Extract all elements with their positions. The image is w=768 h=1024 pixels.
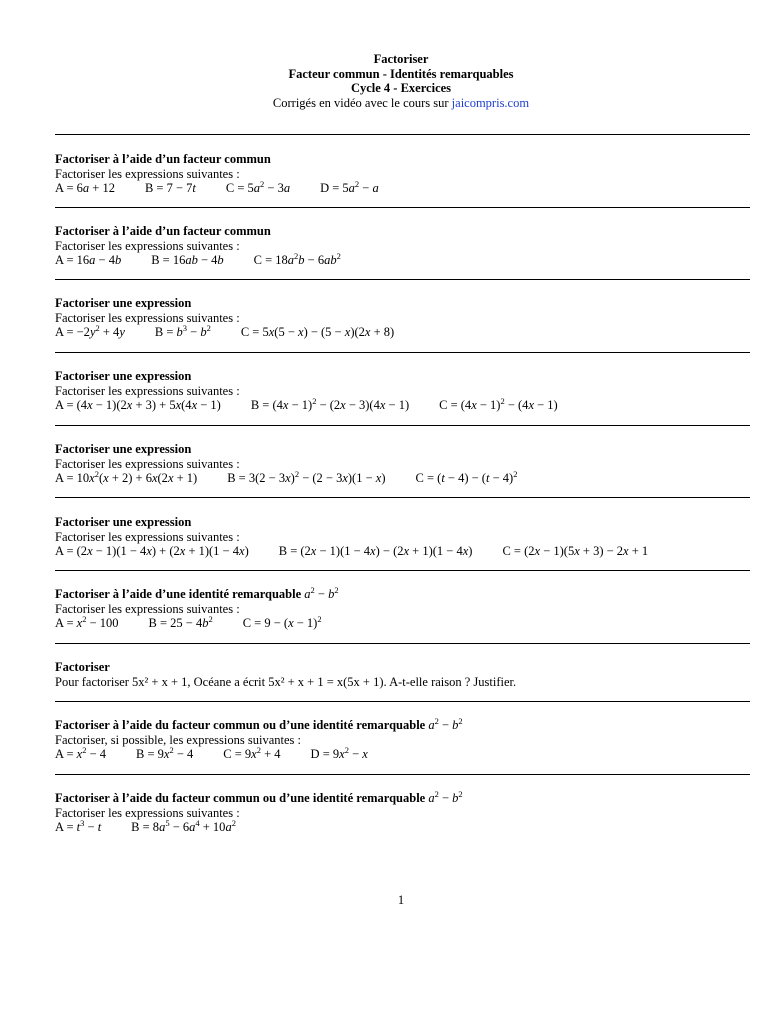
exercise-instruction: Factoriser les expressions suivantes : xyxy=(55,530,240,544)
exercise-expressions: $A = x^2 - 4$ $B = 9x^2 - 4$ $C = 9x^2 + 4$ $D = 9x^2 - x$ xyxy=(55,745,368,761)
exercise-title: Factoriser une expression xyxy=(55,369,192,383)
document-header xyxy=(0,52,768,111)
exercise-instruction: Factoriser les expressions suivantes : xyxy=(55,167,240,181)
note-text: Corrigés en vidéo avec le cours sur xyxy=(272,95,452,110)
exercise-instruction: Factoriser les expressions suivantes : xyxy=(55,311,240,325)
exercise-9 xyxy=(55,718,755,762)
exercise-expressions: $A = t^3 - t$ $B = 8a^5 - 6a^4 + 10a^2$ xyxy=(55,818,236,834)
page-number: 1 xyxy=(397,893,405,907)
exercise-instruction: Factoriser les expressions suivantes : xyxy=(55,602,240,616)
exercise-expressions: $A = -2y^2 + 4y$ $B = b^3 - b^2$ C = 5x(5 − x) − (5 − x)(2x + 8) xyxy=(55,323,395,339)
exercise-instruction: Factoriser les expressions suivantes : xyxy=(55,806,240,820)
document-subtitle: Facteur commun - Identités remarquables xyxy=(288,66,514,81)
exercise-title: Factoriser une expression xyxy=(55,296,192,310)
document-cycle: Cycle 4 - Exercices xyxy=(350,81,452,95)
exercise-expressions: $A = x^2 - 100$ $B = 25 - 4b^2$ $C = 9 - (x - 1)^2$ xyxy=(55,614,322,630)
divider xyxy=(55,134,750,135)
divider xyxy=(55,701,750,702)
exercise-title: Factoriser à l’aide d’un facteur commun xyxy=(55,152,271,166)
document-title: Factoriser xyxy=(373,52,429,66)
exercise-instruction: Factoriser les expressions suivantes : xyxy=(55,239,240,253)
exercise-expressions: $A = 10x^2(x + 2) + 6x(2x + 1) B = 3(2 - 3x)^2 - (2 - 3x)(1 - x) C = (t - 4) - (t - 4)^2$ xyxy=(55,469,518,485)
exercise-title: Factoriser à l’aide du facteur commun ou d’une identité remarquable $a^2 - b^2$ xyxy=(55,789,463,805)
exercise-instruction: Factoriser les expressions suivantes : xyxy=(55,457,240,471)
exercise-title: Factoriser une expression xyxy=(55,515,192,529)
site-link[interactable]: jaicompris.com xyxy=(451,95,530,110)
exercise-7 xyxy=(55,587,755,631)
exercise-expressions: A = 16a − 4b B = 16ab − 4b $C = 18a^2b - 6ab^2$ xyxy=(55,251,341,267)
exercise-title: Factoriser une expression xyxy=(55,442,192,456)
divider xyxy=(55,352,750,353)
exercise-title: Factoriser xyxy=(55,660,110,674)
divider xyxy=(55,643,750,644)
exercise-expressions: A = (2x − 1)(1 − 4x) + (2x + 1)(1 − 4x) B = (2x − 1)(1 − 4x) − (2x + 1)(1 − 4x) C = (2x − 1)(5x + 3) − 2x + 1 xyxy=(55,544,649,558)
exercise-title-text: Factoriser à l’aide d’une identité remarquable xyxy=(55,587,302,601)
divider xyxy=(55,425,750,426)
exercise-title: Factoriser à l’aide du facteur commun ou d’une identité remarquable $a^2 - b^2$ xyxy=(55,716,463,732)
exercise-title-text: Factoriser à l’aide du facteur commun ou d’une identité remarquable xyxy=(55,718,426,732)
divider xyxy=(55,207,750,208)
exercise-2 xyxy=(55,224,755,268)
exercise-8 xyxy=(55,660,755,689)
exercise-3 xyxy=(55,296,755,340)
exercise-1 xyxy=(55,152,755,196)
exercise-6 xyxy=(55,515,755,559)
exercise-instruction: Factoriser les expressions suivantes : xyxy=(55,384,240,398)
exercise-10 xyxy=(55,791,755,835)
exercise-title: Factoriser à l’aide d’un facteur commun xyxy=(55,224,271,238)
exercise-instruction: Factoriser, si possible, les expressions suivantes : xyxy=(55,733,301,747)
divider xyxy=(55,774,750,775)
divider xyxy=(55,279,750,280)
exercise-title: Factoriser à l’aide d’une identité remarquable $a^2 - b^2$ xyxy=(55,585,339,601)
divider xyxy=(55,570,750,571)
exercise-expressions: A = (4x − 1)(2x + 3) + 5x(4x − 1) $B = (4x - 1)^2 - (2x - 3)(4x - 1)$ $C = (4x - 1)^2 - (4x - 1)$ xyxy=(55,396,558,412)
exercise-title-text: Factoriser à l’aide du facteur commun ou d’une identité remarquable xyxy=(55,791,426,805)
exercise-instruction: Pour factoriser 5x² + x + 1, Océane a écrit 5x² + x + 1 = x(5x + 1). A-t-elle raison ? Justifier. xyxy=(55,675,517,689)
divider xyxy=(55,497,750,498)
exercise-expressions: A = 6a + 12 B = 7 − 7t $C = 5a^2 - 3a$ $D = 5a^2 - a$ xyxy=(55,179,379,195)
document-note xyxy=(0,96,768,111)
exercise-5 xyxy=(55,442,755,486)
exercise-4 xyxy=(55,369,755,413)
